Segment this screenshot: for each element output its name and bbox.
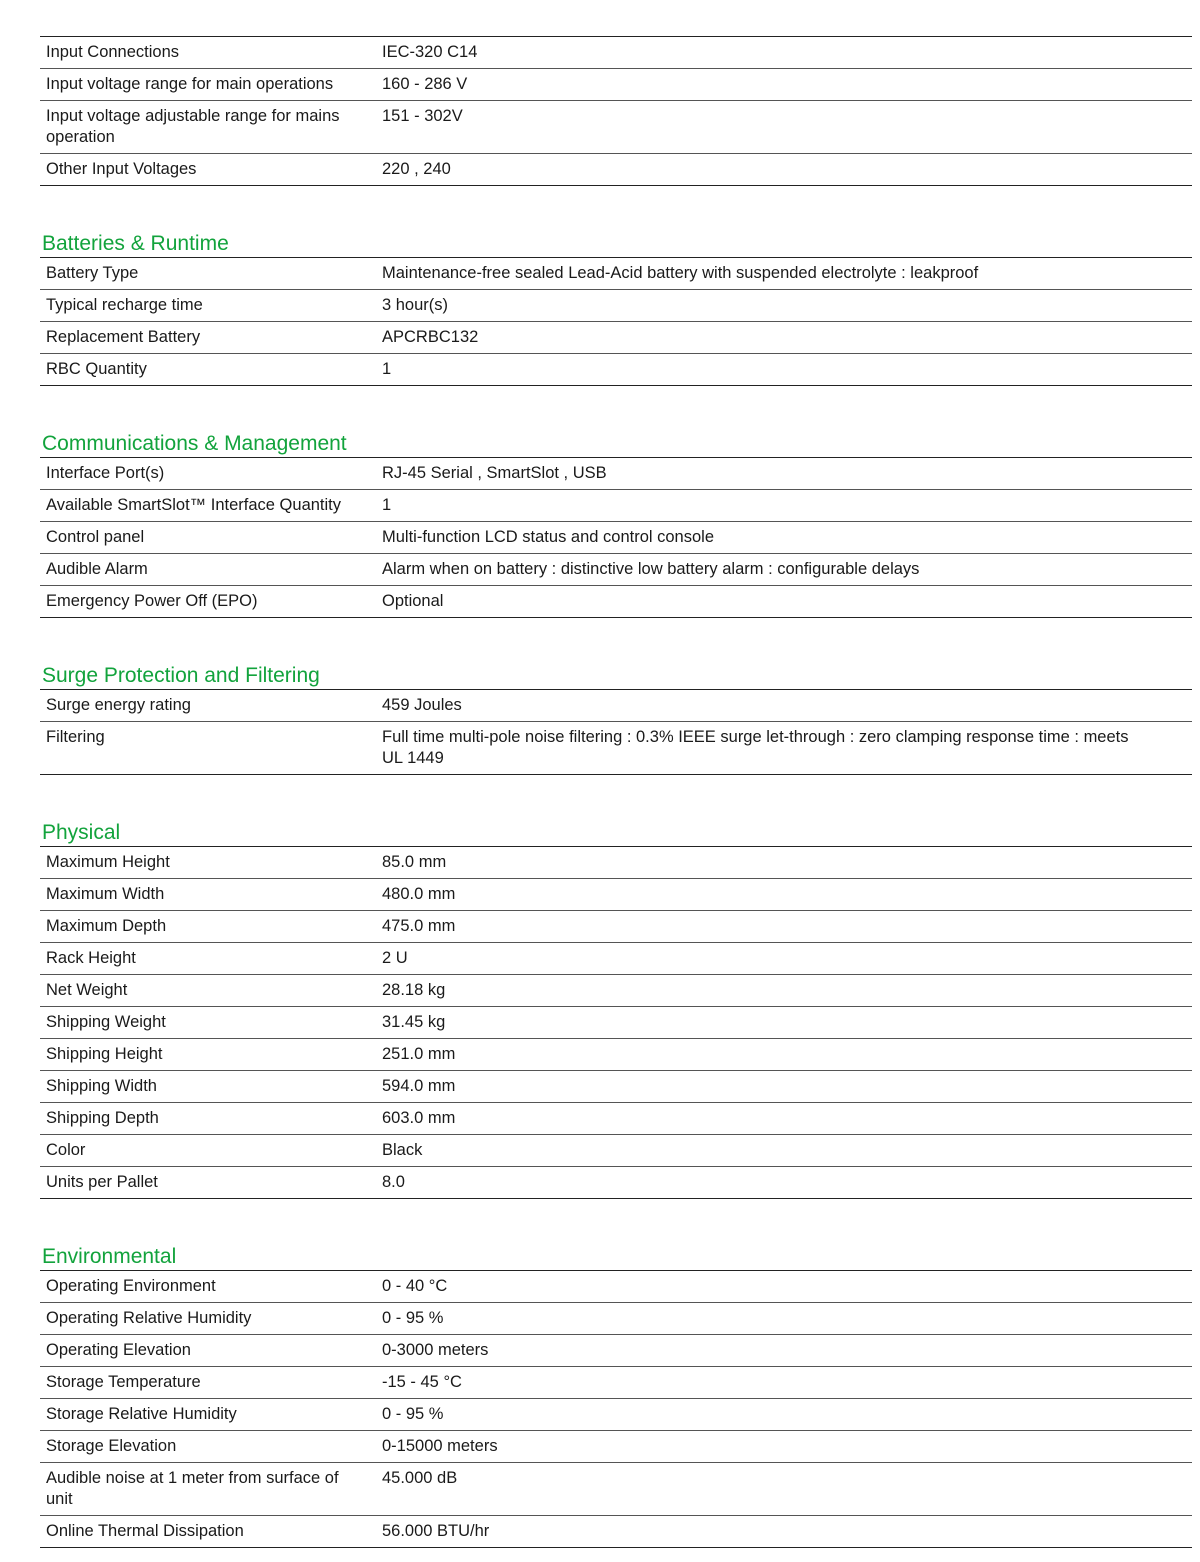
- spec-label: Storage Relative Humidity: [46, 1405, 237, 1423]
- spec-label: Input Connections: [46, 43, 180, 61]
- spec-label: Other Input Voltages: [46, 160, 197, 178]
- section-title: Environmental: [42, 1245, 177, 1268]
- table-row: [40, 910, 1192, 942]
- spec-value: 459 Joules: [382, 696, 462, 714]
- spec-table: [40, 1270, 1192, 1548]
- spec-label: Shipping Depth: [46, 1109, 159, 1127]
- table-row: [40, 100, 1192, 153]
- spec-value: -15 - 45 °C: [382, 1373, 462, 1391]
- spec-label: Shipping Width: [46, 1077, 157, 1095]
- spec-value: 475.0 mm: [382, 917, 456, 935]
- spec-label: Storage Temperature: [46, 1373, 201, 1391]
- spec-value: 1: [382, 496, 392, 514]
- table-row: [40, 585, 1192, 617]
- spec-label: Maximum Depth: [46, 917, 167, 935]
- spec-value: 0-15000 meters: [382, 1437, 498, 1455]
- spec-label: Operating Relative Humidity: [46, 1309, 252, 1327]
- section-gap: [40, 1199, 1192, 1244]
- spec-sheet: [40, 36, 1192, 1548]
- spec-table: [40, 36, 1192, 186]
- spec-label: Filtering: [46, 728, 105, 746]
- table-row: [40, 1166, 1192, 1198]
- spec-label: Operating Environment: [46, 1277, 216, 1295]
- spec-label: Units per Pallet: [46, 1173, 158, 1191]
- spec-value: Full time multi-pole noise filtering : 0.3% IEEE surge let-through : zero clamping response time : meets UL 1449: [382, 728, 1129, 767]
- table-row: [40, 1398, 1192, 1430]
- section-gap: [40, 618, 1192, 663]
- spec-value: 251.0 mm: [382, 1045, 456, 1063]
- table-row: [40, 321, 1192, 353]
- table-row: [40, 1430, 1192, 1462]
- section-title: Batteries & Runtime: [42, 232, 229, 255]
- spec-value: 151 - 302V: [382, 107, 463, 125]
- table-row: [40, 68, 1192, 100]
- spec-value: 603.0 mm: [382, 1109, 456, 1127]
- table-row: [40, 37, 1192, 68]
- spec-label: Input voltage range for main operations: [46, 75, 334, 93]
- spec-value: 45.000 dB: [382, 1469, 458, 1487]
- spec-section: [40, 231, 1192, 386]
- table-row: [40, 521, 1192, 553]
- spec-label: Maximum Width: [46, 885, 165, 903]
- spec-section: [40, 820, 1192, 1199]
- spec-value: 480.0 mm: [382, 885, 456, 903]
- spec-label: Color: [46, 1141, 86, 1159]
- table-row: [40, 153, 1192, 185]
- table-row: [40, 1134, 1192, 1166]
- spec-value: 1: [382, 360, 392, 378]
- spec-value: APCRBC132: [382, 328, 479, 346]
- spec-label: Online Thermal Dissipation: [46, 1522, 244, 1540]
- spec-value: 220 , 240: [382, 160, 451, 178]
- spec-value: 0 - 40 °C: [382, 1277, 448, 1295]
- table-row: [40, 721, 1192, 774]
- spec-section: [40, 663, 1192, 775]
- section-title: Physical: [42, 821, 121, 844]
- spec-table: [40, 257, 1192, 386]
- spec-value: 31.45 kg: [382, 1013, 446, 1031]
- spec-label: Input voltage adjustable range for mains operation: [46, 107, 340, 146]
- spec-value: 2 U: [382, 949, 408, 967]
- table-row: [40, 353, 1192, 385]
- spec-label: Available SmartSlot™ Interface Quantity: [46, 496, 342, 514]
- table-row: [40, 1366, 1192, 1398]
- spec-label: Audible Alarm: [46, 560, 148, 578]
- spec-value: 85.0 mm: [382, 853, 447, 871]
- spec-label: Control panel: [46, 528, 145, 546]
- spec-value: 594.0 mm: [382, 1077, 456, 1095]
- section-gap: [40, 386, 1192, 431]
- table-row: [40, 1038, 1192, 1070]
- spec-label: Net Weight: [46, 981, 128, 999]
- spec-value: 160 - 286 V: [382, 75, 468, 93]
- spec-label: Shipping Weight: [46, 1013, 166, 1031]
- table-row: [40, 974, 1192, 1006]
- spec-value: Optional: [382, 592, 444, 610]
- table-row: [40, 1070, 1192, 1102]
- spec-label: Emergency Power Off (EPO): [46, 592, 258, 610]
- table-row: [40, 1334, 1192, 1366]
- spec-value: 0 - 95 %: [382, 1405, 444, 1423]
- spec-label: Replacement Battery: [46, 328, 201, 346]
- section-title: Communications & Management: [42, 432, 347, 455]
- spec-label: Interface Port(s): [46, 464, 165, 482]
- table-row: [40, 690, 1192, 721]
- spec-label: Typical recharge time: [46, 296, 203, 314]
- spec-label: Operating Elevation: [46, 1341, 191, 1359]
- spec-value: Maintenance-free sealed Lead-Acid battery with suspended electrolyte : leakproof: [382, 264, 979, 282]
- spec-table: [40, 457, 1192, 618]
- spec-label: Battery Type: [46, 264, 139, 282]
- spec-value: 28.18 kg: [382, 981, 446, 999]
- spec-value: IEC-320 C14: [382, 43, 478, 61]
- spec-label: Rack Height: [46, 949, 136, 967]
- table-row: [40, 1006, 1192, 1038]
- spec-table: [40, 689, 1192, 775]
- spec-table: [40, 846, 1192, 1199]
- table-row: [40, 942, 1192, 974]
- spec-label: Audible noise at 1 meter from surface of unit: [46, 1469, 339, 1508]
- section-gap: [40, 775, 1192, 820]
- spec-value: 56.000 BTU/hr: [382, 1522, 490, 1540]
- spec-section: [40, 1244, 1192, 1548]
- table-row: [40, 1102, 1192, 1134]
- table-row: [40, 458, 1192, 489]
- table-row: [40, 1271, 1192, 1302]
- table-row: [40, 1462, 1192, 1515]
- table-row: [40, 289, 1192, 321]
- table-row: [40, 553, 1192, 585]
- spec-value: Multi-function LCD status and control console: [382, 528, 714, 546]
- spec-value: 0-3000 meters: [382, 1341, 489, 1359]
- table-row: [40, 258, 1192, 289]
- spec-value: Alarm when on battery : distinctive low battery alarm : configurable delays: [382, 560, 920, 578]
- spec-label: Shipping Height: [46, 1045, 163, 1063]
- table-row: [40, 847, 1192, 878]
- section-title: Surge Protection and Filtering: [42, 664, 320, 687]
- table-row: [40, 1515, 1192, 1547]
- section-gap: [40, 186, 1192, 231]
- spec-value: 0 - 95 %: [382, 1309, 444, 1327]
- spec-value: 3 hour(s): [382, 296, 449, 314]
- spec-section: [40, 431, 1192, 618]
- spec-value: Black: [382, 1141, 423, 1159]
- spec-label: RBC Quantity: [46, 360, 147, 378]
- spec-value: 8.0: [382, 1173, 405, 1191]
- table-row: [40, 878, 1192, 910]
- table-row: [40, 1302, 1192, 1334]
- spec-label: Storage Elevation: [46, 1437, 177, 1455]
- spec-section: [40, 36, 1192, 186]
- spec-label: Maximum Height: [46, 853, 170, 871]
- spec-label: Surge energy rating: [46, 696, 191, 714]
- table-row: [40, 489, 1192, 521]
- spec-value: RJ-45 Serial , SmartSlot , USB: [382, 464, 607, 482]
